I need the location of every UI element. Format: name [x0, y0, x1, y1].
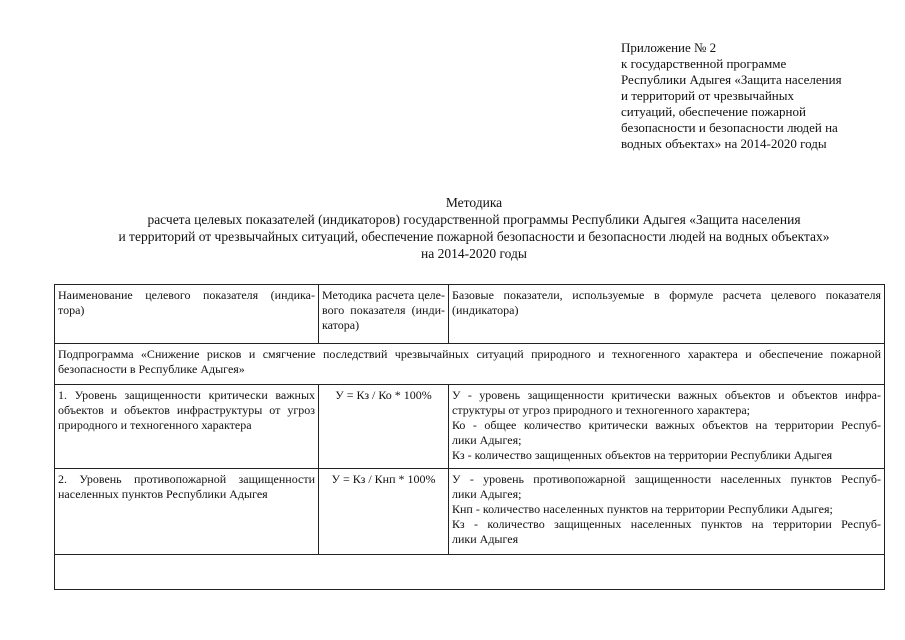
- title-line: на 2014-2020 годы: [421, 246, 527, 261]
- title-line: и территорий от чрезвычайных ситуаций, обеспечение пожарной безопасности и безопасности людей на водных объектах»: [118, 229, 830, 244]
- cell-text: объектов и объектов инфраструктуры от угроз: [58, 403, 315, 417]
- header-method: [319, 285, 449, 344]
- header-text: (индикатора): [452, 303, 519, 317]
- header-basis: [449, 285, 885, 344]
- header-indicator-name: [55, 285, 319, 344]
- appendix-line: Республики Адыгея «Защита населения: [621, 72, 842, 87]
- cell-text: лики Адыгея;: [452, 433, 522, 447]
- basis-cell: [449, 385, 885, 469]
- formula-cell: [319, 385, 449, 469]
- cell-text: 2. Уровень противопожарной защищенности: [58, 472, 315, 486]
- header-text: катора): [322, 318, 360, 332]
- cell-text: населенных пунктов Республики Адыгея: [58, 487, 268, 501]
- table-row: [55, 385, 885, 469]
- document-title: [40, 194, 905, 262]
- empty-cell: [55, 555, 885, 590]
- cell-text: Кз - количество защищенных объектов на территории Республики Адыгея: [452, 448, 833, 462]
- subprogram-row: [55, 344, 885, 385]
- indicator-name-cell: [55, 385, 319, 469]
- header-text: Методика расчета целе-: [322, 288, 445, 302]
- title-heading: Методика: [445, 195, 503, 210]
- subprogram-cell: [55, 344, 885, 385]
- header-text: Наименование целевого показателя (индика-: [58, 288, 315, 302]
- appendix-line: ситуаций, обеспечение пожарной: [621, 104, 806, 119]
- formula-text: У = Кз / Ко * 100%: [335, 388, 432, 402]
- table-row: [55, 469, 885, 555]
- cell-text: Ко - общее количество критически важных объектов на территории Респуб-: [452, 418, 881, 432]
- cell-text: Кз - количество защищенных населенных пунктов на территории Респуб-: [452, 517, 881, 531]
- cell-text: лики Адыгея: [452, 532, 519, 546]
- cell-text: Кнп - количество населенных пунктов на территории Республики Адыгея;: [452, 502, 833, 516]
- header-text: тора): [58, 303, 85, 317]
- appendix-line: и территорий от чрезвычайных: [621, 88, 794, 103]
- empty-row: [55, 555, 885, 590]
- subprogram-text: безопасности в Республике Адыгея»: [58, 362, 245, 376]
- appendix-line: водных объектах» на 2014-2020 годы: [621, 136, 827, 151]
- table-header-row: [55, 285, 885, 344]
- appendix-line: безопасности и безопасности людей на: [621, 120, 838, 135]
- header-text: вого показателя (инди-: [322, 303, 445, 317]
- cell-text: лики Адыгея;: [452, 487, 522, 501]
- subprogram-text: Подпрограмма «Снижение рисков и смягчение последствий чрезвычайных ситуаций природного и техногенного характера и обеспечение пожарной: [58, 347, 881, 361]
- cell-text: У - уровень противопожарной защищенности населенных пунктов Респуб-: [452, 472, 881, 486]
- cell-text: 1. Уровень защищенности критически важных: [58, 388, 315, 402]
- cell-text: У - уровень защищенности критически важных объектов и объектов инфра-: [452, 388, 881, 402]
- basis-cell: [449, 469, 885, 555]
- title-line: расчета целевых показателей (индикаторов) государственной программы Республики Адыгея «Защита населения: [147, 212, 801, 227]
- appendix-line: Приложение № 2: [621, 40, 717, 55]
- indicator-name-cell: [55, 469, 319, 555]
- indicators-table: [54, 284, 885, 590]
- cell-text: природного и техногенного характера: [58, 418, 252, 432]
- appendix-block: [621, 40, 891, 152]
- header-text: Базовые показатели, используемые в формуле расчета целевого показателя: [452, 288, 881, 302]
- formula-cell: [319, 469, 449, 555]
- formula-text: У = Кз / Кнп * 100%: [331, 472, 436, 486]
- cell-text: структуры от угроз природного и техногенного характера;: [452, 403, 750, 417]
- appendix-line: к государственной программе: [621, 56, 787, 71]
